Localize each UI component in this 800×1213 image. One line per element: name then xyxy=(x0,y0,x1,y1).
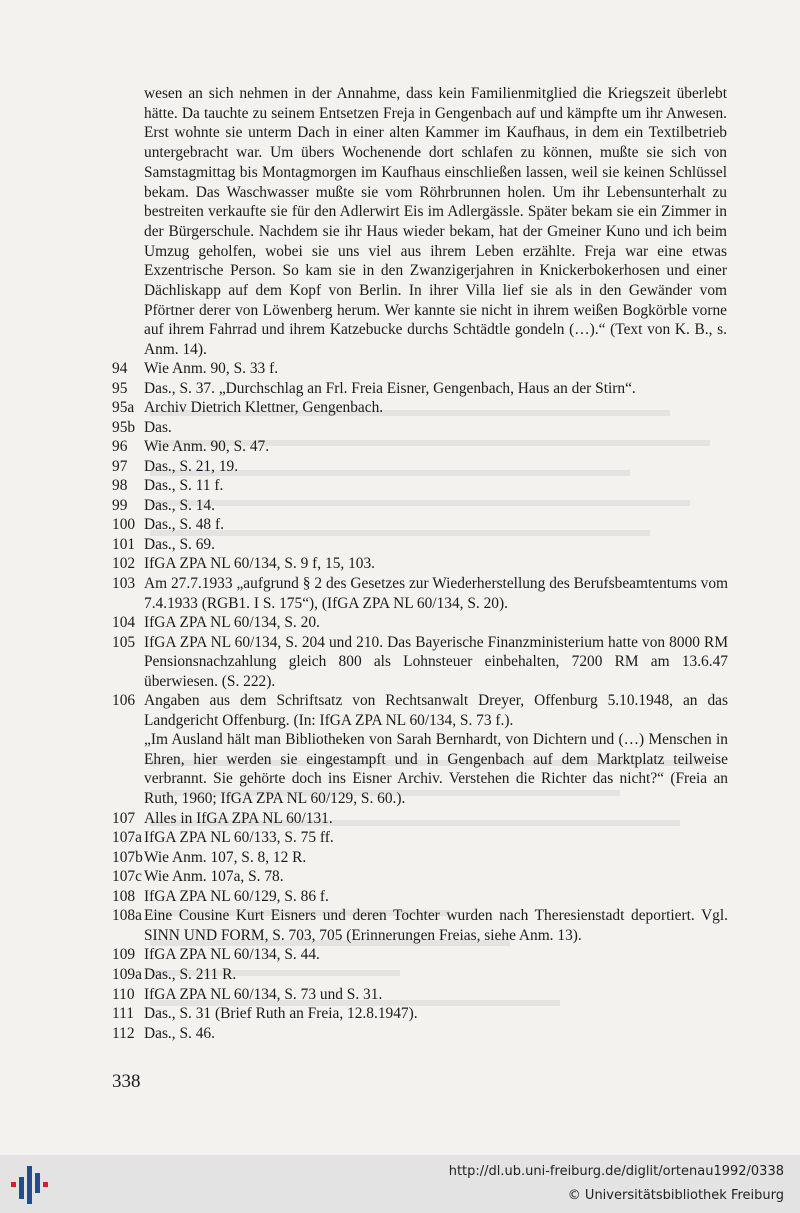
copyright-notice: © Universitätsbibliothek Freiburg xyxy=(567,1188,784,1203)
footer-bar xyxy=(0,1155,800,1213)
endnote-text xyxy=(144,613,728,633)
endnote-number: 107 xyxy=(112,809,136,827)
endnote-paragraph: Das. xyxy=(144,418,172,436)
endnote xyxy=(112,554,728,574)
endnote xyxy=(112,965,728,985)
endnote-paragraph: Eine Cousine Kurt Eisners und deren Tochter wurden nach Theresienstadt deportiert. Vgl. SINN UND FORM, S. 703, 705 (Erinnerungen Freias, siehe Anm. 13). xyxy=(144,907,728,944)
endnote-text xyxy=(144,848,728,868)
endnote-number: 107a xyxy=(112,829,142,847)
endnote-paragraph: IfGA ZPA NL 60/133, S. 75 ff. xyxy=(144,829,334,847)
endnote-text xyxy=(144,398,728,418)
endnote-number: 99 xyxy=(112,496,128,514)
endnote-number: 111 xyxy=(112,1005,134,1023)
endnote-text xyxy=(144,535,728,555)
endnote xyxy=(112,515,728,535)
endnote-paragraph: Das., S. 31 (Brief Ruth an Freia, 12.8.1947). xyxy=(144,1005,418,1023)
endnote-text xyxy=(144,809,728,829)
endnote-number: 107c xyxy=(112,868,142,886)
endnote-number: 112 xyxy=(112,1024,135,1042)
endnote-text xyxy=(144,379,728,399)
endnotes-list xyxy=(112,359,728,1043)
endnote-paragraph: Das., S. 21, 19. xyxy=(144,457,239,475)
endnote xyxy=(112,867,728,887)
endnote-paragraph: Wie Anm. 107, S. 8, 12 R. xyxy=(144,848,307,866)
endnote-text xyxy=(144,633,728,692)
endnote xyxy=(112,945,728,965)
ub-freiburg-logo-icon xyxy=(8,1163,52,1207)
endnote xyxy=(112,437,728,457)
endnote-text xyxy=(144,1024,728,1044)
endnote-text xyxy=(144,945,728,965)
endnote-paragraph: Das., S. 48 f. xyxy=(144,516,224,534)
endnote-text xyxy=(144,554,728,574)
endnote-text xyxy=(144,985,728,1005)
endnote-paragraph: Wie Anm. 90, S. 33 f. xyxy=(144,360,279,377)
endnote-number: 102 xyxy=(112,555,136,573)
endnote-number: 96 xyxy=(112,438,128,456)
source-url[interactable]: http://dl.ub.uni-freiburg.de/diglit/ortenau1992/0338 xyxy=(448,1164,784,1179)
endnote-text xyxy=(144,476,728,496)
endnote-paragraph: Wie Anm. 107a, S. 78. xyxy=(144,868,284,886)
page-number: 338 xyxy=(112,1071,141,1092)
endnote-number: 95b xyxy=(112,418,136,436)
endnote-paragraph: „Im Ausland hält man Bibliotheken von Sarah Bernhardt, von Dichtern und (…) Menschen in Ehren, hier werden sie eingestampft und in Gengenbach auf dem Marktplatz teilweise verbrannt. Sie gehörte doch ins Eisner Archiv. Verstehen die Richter das nicht?“ (Freia an Ruth, 1960; IfGA ZPA NL 60/129, S. 60.). xyxy=(144,731,728,808)
endnote-number: 100 xyxy=(112,516,136,534)
endnote xyxy=(112,906,728,945)
endnote-paragraph: Das., S. 46. xyxy=(144,1024,215,1042)
endnote-paragraph: Wie Anm. 90, S. 47. xyxy=(144,438,270,456)
endnote-number: 97 xyxy=(112,457,128,475)
endnote xyxy=(112,887,728,907)
endnote-paragraph: Angaben aus dem Schriftsatz von Rechtsanwalt Dreyer, Offenburg 5.10.1948, an das Landgericht Offenburg. (In: IfGA ZPA NL 60/134, S. 73 f.). xyxy=(144,692,728,729)
endnote-number: 108 xyxy=(112,887,136,905)
endnote-paragraph: IfGA ZPA NL 60/129, S. 86 f. xyxy=(144,887,329,905)
endnote-number: 109a xyxy=(112,965,142,983)
endnote xyxy=(112,691,728,808)
endnote-number: 105 xyxy=(112,633,136,651)
endnote-paragraph: Alles in IfGA ZPA NL 60/131. xyxy=(144,809,333,827)
endnote-text xyxy=(144,965,728,985)
endnote-number: 104 xyxy=(112,614,136,632)
endnote-text xyxy=(144,1004,728,1024)
endnote-paragraph: Das., S. 11 f. xyxy=(144,477,224,495)
endnote-number: 103 xyxy=(112,575,136,593)
endnote-paragraph: Das., S. 69. xyxy=(144,535,215,553)
endnote xyxy=(112,1004,728,1024)
endnote-text xyxy=(144,418,728,438)
continuation-text: wesen an sich nehmen in der Annahme, dass kein Familienmitglied die Kriegszeit überlebt hätte. Da tauchte zu seinem Entsetzen Freja in Gengenbach auf und kämpfte um ihr Anwesen. Erst wohnte sie unterm Dach in einer alten Kammer im Kaufhaus, in dem ein Textilbetrieb untergebracht war. Um übers Wochenende dort schlafen zu können, mußte sie sich von Samstagmittag bis Montagmorgen im Kaufhaus einschließen lassen, weil sie keinen Schlüssel bekam. Das Waschwasser mußte sie vom Röhrbrunnen holen. Um ihr Lebensunterhalt zu bestreiten verkaufte sie für den Adlerwirt Eis im Adlergässle. Später bekam sie ein Zimmer in der Bürgerschule. Nachdem sie ihr Haus wieder bekam, hat der Gmeiner Kuno und ich beim Umzug geholfen, wobei sie uns viel aus ihrem Leben erzählte. Freja war eine etwas Exzentrische Person. So kam sie in den Zwanzigerjahren in Knickerbokerhosen und einer Dächliskapp auf dem Kopf von Berlin. In ihrer Villa lief sie als in den Gewänder vom Pförtner derer von Löwenberg herum. Wer kannte sie nicht in ihrem weißen Bogkörble vorne auf ihrem Fahrrad und ihrem Katzebucke durchs Schtädtle gondeln (…).“ (Text von K. B., s. Anm. 14). xyxy=(144,85,727,359)
endnote xyxy=(112,633,728,692)
endnote-paragraph: IfGA ZPA NL 60/134, S. 204 und 210. Das Bayerische Finanzministerium hatte von 8000 RM Pensionsnachzahlung gleich 800 als Lohnsteuer einbehalten, 7200 RM am 13.6.47 überwiesen. (S. 222). xyxy=(144,633,728,690)
endnote xyxy=(112,828,728,848)
endnote-number: 106 xyxy=(112,692,136,710)
endnote-text xyxy=(144,691,728,808)
endnote-number: 95a xyxy=(112,399,135,417)
endnote xyxy=(112,809,728,829)
endnote-paragraph: Das., S. 211 R. xyxy=(144,965,237,983)
endnote-text xyxy=(144,496,728,516)
endnote-text xyxy=(144,887,728,907)
endnote xyxy=(112,985,728,1005)
endnote xyxy=(112,379,728,399)
endnote-paragraph: Archiv Dietrich Klettner, Gengenbach. xyxy=(144,399,384,417)
endnote-number: 98 xyxy=(112,477,128,495)
endnote xyxy=(112,398,728,418)
endnote-number: 109 xyxy=(112,946,136,964)
endnote xyxy=(112,848,728,868)
endnote-number: 94 xyxy=(112,360,128,377)
endnote-paragraph: IfGA ZPA NL 60/134, S. 44. xyxy=(144,946,320,964)
endnote xyxy=(112,1024,728,1044)
endnote xyxy=(112,359,728,379)
endnote-text xyxy=(144,906,728,945)
endnote-text xyxy=(144,574,728,613)
endnote-text xyxy=(144,515,728,535)
endnote-paragraph: IfGA ZPA NL 60/134, S. 9 f, 15, 103. xyxy=(144,555,376,573)
endnote xyxy=(112,574,728,613)
endnote-paragraph: Am 27.7.1933 „aufgrund § 2 des Gesetzes zur Wiederherstellung des Berufsbeamtentums vom 7.4.1933 (RGB1. I S. 175“), (IfGA ZPA NL 60/134, S. 20). xyxy=(144,575,728,612)
endnote-paragraph: IfGA ZPA NL 60/134, S. 20. xyxy=(144,614,320,632)
endnote-text xyxy=(144,867,728,887)
endnote-number: 95 xyxy=(112,379,128,397)
endnote-text xyxy=(144,359,728,379)
endnote-text xyxy=(144,437,728,457)
endnote-paragraph: Das., S. 37. „Durchschlag an Frl. Freia Eisner, Gengenbach, Haus an der Stirn“. xyxy=(144,379,636,397)
endnote-number: 110 xyxy=(112,985,135,1003)
endnote-number: 107b xyxy=(112,848,143,866)
endnote xyxy=(112,496,728,516)
endnote xyxy=(112,613,728,633)
endnote-paragraph: Das., S. 14. xyxy=(144,496,215,514)
endnote xyxy=(112,418,728,438)
endnote-number: 108a xyxy=(112,907,142,925)
endnote xyxy=(112,476,728,496)
endnote-text xyxy=(144,828,728,848)
endnote-text xyxy=(144,457,728,477)
endnote-paragraph: IfGA ZPA NL 60/134, S. 73 und S. 31. xyxy=(144,985,383,1003)
endnote-number: 101 xyxy=(112,535,136,553)
quotation-continuation xyxy=(144,84,727,360)
endnote xyxy=(112,457,728,477)
endnote xyxy=(112,535,728,555)
